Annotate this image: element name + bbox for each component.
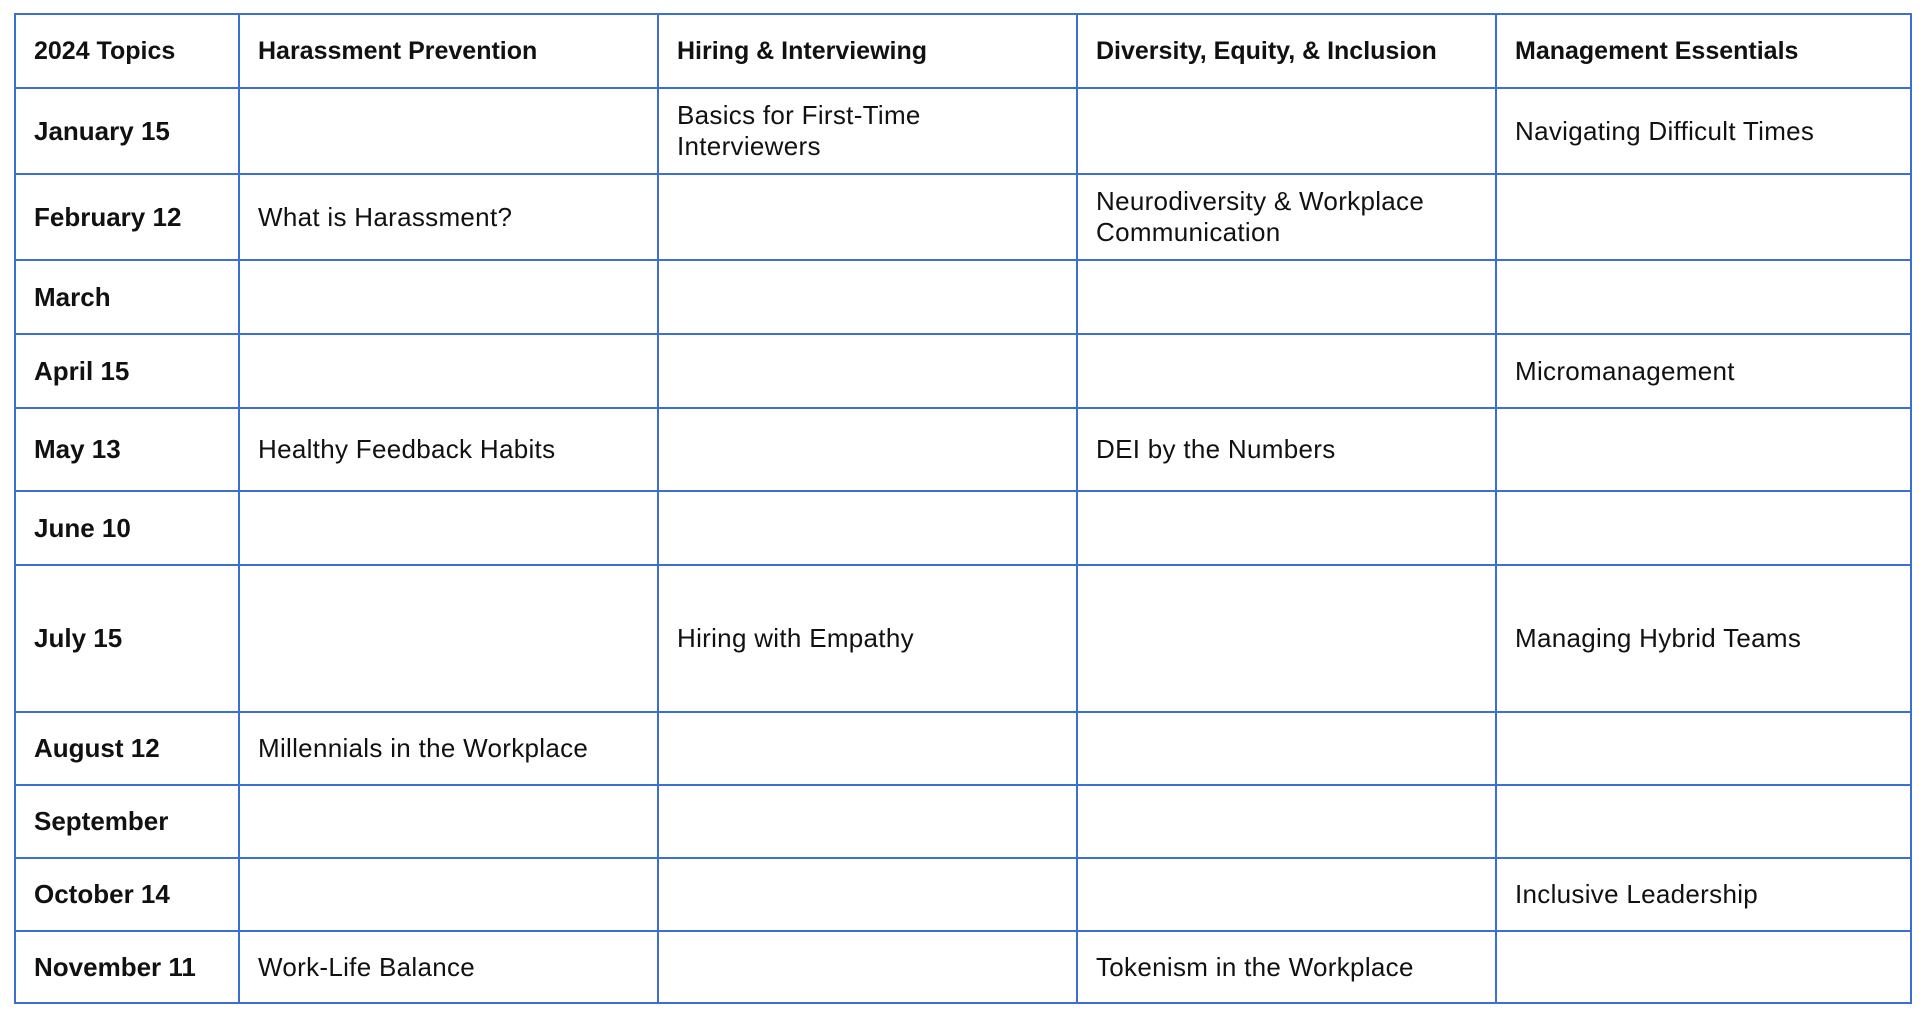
topics-schedule-table [14,13,1912,1004]
column-header-management: Management Essentials [1496,14,1911,88]
row-date: March [15,260,239,334]
topic-cell [1077,712,1496,785]
column-header-hiring: Hiring & Interviewing [658,14,1077,88]
table-row [15,565,1911,712]
row-date: May 13 [15,408,239,491]
topic-cell: Work-Life Balance [239,931,658,1003]
row-date: January 15 [15,88,239,174]
topic-cell [1077,785,1496,858]
topic-cell [658,931,1077,1003]
topic-cell [658,858,1077,931]
topic-cell [1077,565,1496,712]
table-row [15,785,1911,858]
row-date: April 15 [15,334,239,408]
topic-cell [1496,408,1911,491]
topic-cell [658,334,1077,408]
table-row [15,931,1911,1003]
row-date: September [15,785,239,858]
topic-cell [239,260,658,334]
topic-cell [658,174,1077,260]
topic-cell [1496,260,1911,334]
topic-cell [1496,712,1911,785]
topic-cell: Tokenism in the Workplace [1077,931,1496,1003]
topic-cell: Millennials in the Workplace [239,712,658,785]
topic-cell [239,491,658,565]
column-header-harassment: Harassment Prevention [239,14,658,88]
table-row [15,174,1911,260]
table-row [15,260,1911,334]
topic-cell [1496,785,1911,858]
topic-cell [658,712,1077,785]
topic-cell [1077,858,1496,931]
topic-cell [239,565,658,712]
topic-cell [1077,260,1496,334]
topic-cell: What is Harassment? [239,174,658,260]
topic-cell [1496,931,1911,1003]
topic-cell: Inclusive Leadership [1496,858,1911,931]
topic-cell [1077,88,1496,174]
topic-cell [1077,491,1496,565]
row-date: November 11 [15,931,239,1003]
topic-cell: Neurodiversity & Workplace Communication [1077,174,1496,260]
row-date: August 12 [15,712,239,785]
table-row [15,408,1911,491]
topic-cell [658,491,1077,565]
topic-cell [658,260,1077,334]
topic-cell [239,858,658,931]
topic-cell: Basics for First-Time Interviewers [658,88,1077,174]
topic-cell [239,785,658,858]
topic-cell [1496,174,1911,260]
row-date: July 15 [15,565,239,712]
topic-cell: DEI by the Numbers [1077,408,1496,491]
topic-cell: Navigating Difficult Times [1496,88,1911,174]
row-date: October 14 [15,858,239,931]
table-row [15,334,1911,408]
table-row [15,858,1911,931]
row-date: June 10 [15,491,239,565]
table-row [15,88,1911,174]
topic-cell [239,88,658,174]
header-row [15,14,1911,88]
topic-cell [658,408,1077,491]
column-header-dei: Diversity, Equity, & Inclusion [1077,14,1496,88]
topic-cell: Managing Hybrid Teams [1496,565,1911,712]
table-row [15,491,1911,565]
topic-cell [239,334,658,408]
topic-cell [658,785,1077,858]
topic-cell [1077,334,1496,408]
topic-cell: Healthy Feedback Habits [239,408,658,491]
corner-header: 2024 Topics [15,14,239,88]
row-date: February 12 [15,174,239,260]
topic-cell: Micromanagement [1496,334,1911,408]
topic-cell [1496,491,1911,565]
topic-cell: Hiring with Empathy [658,565,1077,712]
table-row [15,712,1911,785]
